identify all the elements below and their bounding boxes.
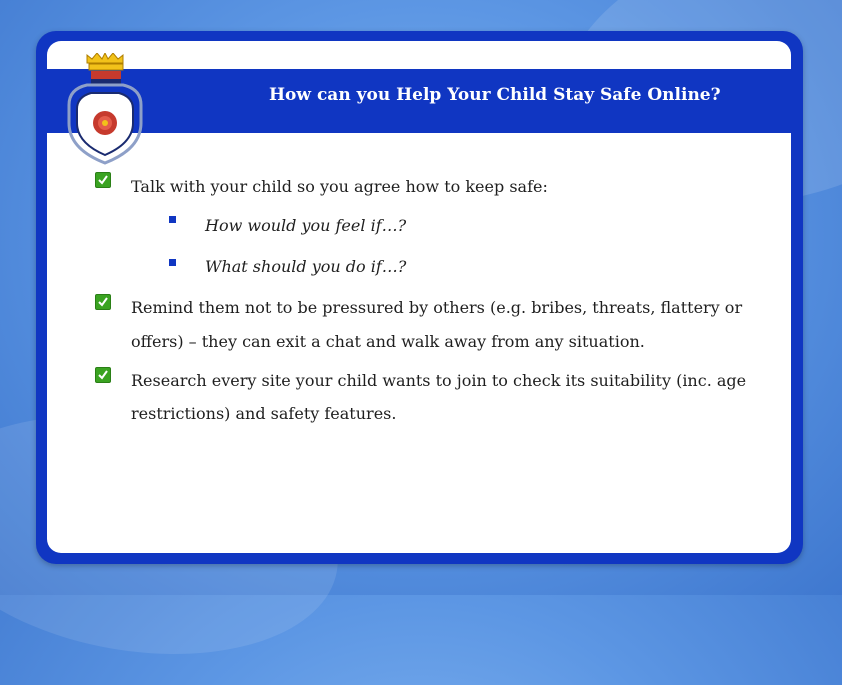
bullet-item-line: restrictions) and safety features. (131, 404, 397, 423)
slide-title: How can you Help Your Child Stay Safe Online? (269, 85, 721, 105)
sub-bullet-item: How would you feel if…? (205, 216, 407, 235)
check-icon (95, 294, 111, 310)
slide-content (47, 41, 791, 553)
sub-bullet-item: What should you do if…? (205, 257, 407, 276)
bullet-item-line: offers) – they can exit a chat and walk away from any situation. (131, 332, 645, 351)
square-bullet-icon (169, 216, 176, 223)
bullet-item: Talk with your child so you agree how to keep safe: (131, 177, 548, 196)
check-icon (95, 172, 111, 188)
check-icon (95, 367, 111, 383)
bullet-item-line: Remind them not to be pressured by others (e.g. bribes, threats, flattery or (131, 298, 743, 317)
bullet-item-line: Research every site your child wants to join to check its suitability (inc. age (131, 371, 747, 390)
slide-panel (47, 41, 791, 553)
square-bullet-icon (169, 259, 176, 266)
